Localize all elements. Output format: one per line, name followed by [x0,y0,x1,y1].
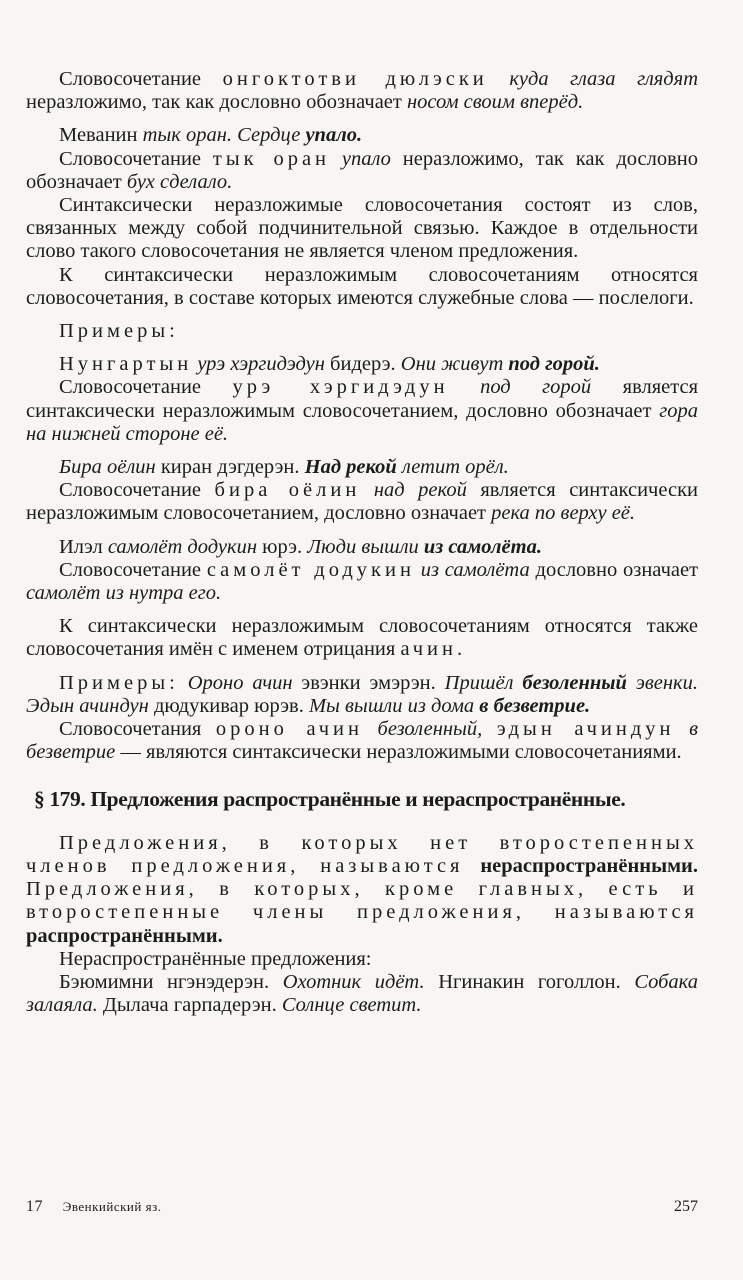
text-run: Илэл [59,535,108,558]
text-run: является синтаксически неразложимым словосочетанием, дословно обозначает [26,376,698,422]
text-run: нераспространёнными. [480,854,698,877]
text-run: эвэнки эмэрэн. [292,671,445,694]
text-run: Синтаксически неразложимые словосочетания состоят из слов, связанных между собой подчинительной связью. Каждое в отдельности слово такого словосочетания не является членом предложения. [26,194,698,263]
text-run: носом своим вперёд. [406,91,584,114]
text-run: безоленный, [377,718,483,741]
text-run: река по верху её. [491,502,636,525]
text-run: Бира оёлин [59,456,156,479]
paragraphs-paragraph [26,536,698,559]
text-run: под горой. [508,353,600,376]
paragraphs-paragraph [26,479,698,525]
paragraphs-paragraph [26,672,698,718]
text-run: Словосочетание [59,479,215,502]
text-run: является синтаксически неразложимым словосочетанием, дословно означает [26,479,699,525]
text-run: Они живут [400,353,509,376]
text-run: распространёнными. [26,924,223,947]
text-run: Дылача гарпадерэн. [97,994,282,1017]
text-run: бира оёлин [214,479,361,502]
text-run: К синтаксически неразложимым словосочетаниям относятся словосочетания, в составе которых имеются служебные слова — послелоги. [26,263,698,309]
text-run: дословно означает [529,558,699,581]
after-paragraph [26,948,698,971]
text-run: ачин. [400,638,467,661]
paragraphs-before-heading [26,68,698,764]
text-run: Примеры: [59,320,179,343]
paragraphs-paragraph [26,124,698,147]
text-run [675,718,690,740]
text-run: Словосочетание [59,68,223,90]
text-run: урэ хэргидэдун [197,353,325,376]
text-run [179,672,188,694]
section-heading: § 179. Предложения распространённые и нераспространённые. [34,787,626,812]
page-footer [26,1198,698,1216]
text-run: куда глаза глядят [509,68,699,90]
text-run: онгоктотви дюлэски [222,68,488,90]
page-body [26,68,698,1017]
text-run [488,68,510,90]
text-run: эдын ачиндун [496,718,675,741]
paragraphs-paragraph [26,615,698,661]
text-run: Мы вышли из дома [308,694,480,717]
text-run: Солнце светит. [281,994,422,1017]
paragraphs-paragraph [26,559,698,605]
text-run [363,718,378,740]
text-run: — являются синтаксически неразложимыми словосочетаниями. [115,741,682,764]
text-run: из самолёта. [423,535,542,558]
text-run: гора на нижней стороне её. [26,399,698,445]
paragraphs-paragraph [26,148,698,194]
text-run: Нераспространённые предложения: [59,947,372,970]
paragraphs-paragraph [26,264,698,310]
text-run [330,148,342,170]
text-run: киран дэгдерэн. [155,456,305,479]
text-run: Люди вышли [307,535,424,558]
text-run: Словосочетания [59,718,216,741]
text-run: неразложимо, так как дословно обозначает [26,147,698,193]
text-run: Собака залаяла. [26,970,699,1017]
after-paragraph [26,971,698,1017]
text-run: упало [341,147,391,170]
text-run [449,376,481,398]
text-run: безоленный [522,671,627,694]
page-number: 257 [674,1198,698,1215]
text-run: самолёт додукин [206,558,415,581]
text-run: Нунгартын [59,353,193,376]
text-run: дюдукивар юрэв. [148,694,309,717]
text-run: самолёт додукин [107,535,257,558]
text-run: Охотник идёт. [282,970,425,993]
text-run: бидерэ. [324,353,401,376]
text-run: упало. [305,124,363,147]
text-run: Пришёл [444,671,523,694]
text-run: тык оран [212,147,331,170]
text-run: Словосочетание [59,147,213,170]
text-run: Эдын ачиндун [26,694,149,717]
printer-signature [26,1198,161,1216]
paragraphs-paragraph [26,68,698,114]
text-run: Предложения, в которых, кроме главных, есть и второстепенные члены предложения, называются [26,878,698,924]
text-run: Нгинакин гоголлон. [424,970,635,993]
text-run: над рекой [373,479,467,502]
paragraphs-after-heading [26,832,698,1018]
text-run: летит орёл. [396,456,509,479]
paragraphs-paragraph [26,456,698,479]
text-run: в безветрие. [479,694,591,717]
text-run: Бэюмимни нгэнэдерэн. [59,970,283,993]
text-run: юрэ. [257,535,308,558]
text-run: самолёт из нутра его. [26,582,222,605]
paragraphs-paragraph [26,353,698,376]
text-run: урэ хэргидэдун [232,376,449,399]
text-run: из самолёта [420,558,530,581]
text-run: Словосочетание [59,558,207,581]
text-run: неразложимо, так как дословно обозначает [26,91,407,114]
text-run: Примеры: [59,671,179,694]
paragraphs-paragraph [26,320,698,343]
signature-text: Эвенкийский яз. [62,1199,162,1214]
text-run: ороно ачин [215,718,363,741]
paragraphs-paragraph [26,194,698,264]
text-run: К синтаксически неразложимым словосочетаниям относятся также словосочетания имён с именем отрицания [26,615,698,661]
after-paragraph [26,832,698,948]
text-run: бух сделало. [126,170,233,193]
text-run [482,718,497,740]
signature-number: 17 [26,1198,43,1215]
text-run: в безветрие [26,718,698,764]
text-run: тык оран. Сердце [142,124,306,147]
paragraphs-paragraph [26,376,698,446]
text-run [463,855,480,877]
text-run [360,479,374,501]
text-run: Словосочетание [59,376,233,399]
paragraphs-paragraph [26,718,698,764]
text-run: Ороно ачин [187,671,293,694]
text-run: Предложения, в которых нет второстепенных членов предложения, называются [26,831,698,877]
text-run: Над рекой [304,456,397,479]
text-run: эвенки. [626,671,698,694]
text-run: под горой [480,376,592,399]
text-run: Меванин [59,124,143,147]
